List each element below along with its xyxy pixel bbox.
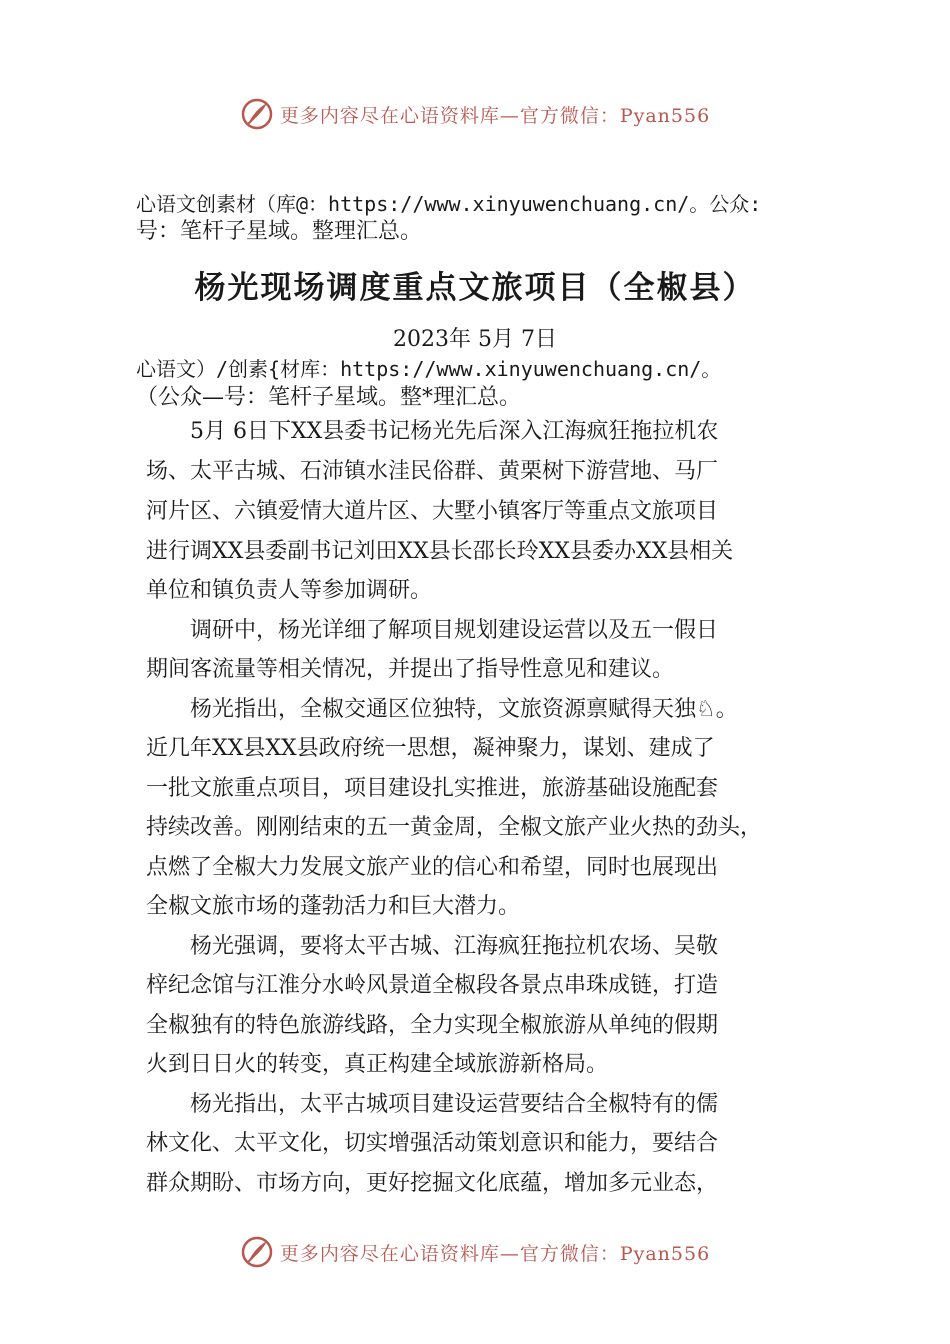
source-note-line1: 心语文）/创素{材库：https://www.xinyuwenchuang.cn/。 [136,357,722,381]
body-line: 林文化、太平文化，切实增强活动策划意识和能力，要结合 [146,1131,719,1156]
source-note-line2: （公众—号：笔杆子星域。整*理汇总。 [136,385,522,410]
body-line: 调研中，杨光详细了解项目规划建设运营以及五一假日 [146,618,719,643]
body-line: 全椒文旅市场的蓬勃活力和巨大潜力。 [146,894,521,919]
body-line: 近几年XX县XX县政府统一思想，凝神聚力，谋划、建成了 [146,736,715,761]
quill-seal-icon [240,97,274,131]
body-line: 梓纪念馆与江淮分水岭风景道全椒段各景点串珠成链，打造 [146,973,719,998]
body-line: 杨光强调，要将太平古城、江海疯狂拖拉机农场、吴敬 [146,934,719,959]
header-note-line2: 号：笔杆子星域。整理汇总。 [136,219,423,244]
bottom-banner [0,1232,950,1272]
body-line: 杨光指出，全椒交通区位独特，文旅资源禀赋得天独♘。 [146,697,738,722]
banner-text: 更多内容尽在心语资料库—官方微信：Pyan556 [279,1242,711,1265]
body-line: 全椒独有的特色旅游线路，全力实现全椒旅游从单纯的假期 [146,1013,719,1038]
body-line: 杨光指出，太平古城项目建设运营要结合全椒特有的儒 [146,1092,719,1117]
document-title: 杨光现场调度重点文旅项目（全椒县） [194,270,756,306]
body-line: 一批文旅重点项目，项目建设扎实推进，旅游基础设施配套 [146,776,719,801]
top-banner [0,94,950,134]
body-line: 5月 6日下XX县委书记杨光先后深入江海疯狂拖拉机农 [146,419,719,444]
body-line: 河片区、六镇爱情大道片区、大墅小镇客厅等重点文旅项目 [146,499,719,524]
header-note-line1: 心语文创素材（库@：https://www.xinyuwenchuang.cn/。公众: [136,192,762,216]
document-date: 2023年 5月 7日 [393,327,557,352]
body-line: 群众期盼、市场方向，更好挖掘文化底蕴，增加多元业态， [146,1171,719,1196]
banner-text: 更多内容尽在心语资料库—官方微信：Pyan556 [279,104,711,127]
body-line: 单位和镇负责人等参加调研。 [146,578,433,603]
body-line: 点燃了全椒大力发展文旅产业的信心和希望，同时也展现出 [146,855,719,880]
quill-seal-icon [240,1235,274,1269]
body-line: 场、太平古城、石沛镇水洼民俗群、黄栗树下游营地、马厂 [146,459,719,484]
body-line: 持续改善。刚刚结束的五一黄金周，全椒文旅产业火热的劲头， [146,815,763,840]
body-line: 期间客流量等相关情况，并提出了指导性意见和建议。 [146,657,675,682]
body-line: 火到日日火的转变，真正构建全域旅游新格局。 [146,1052,609,1077]
body-line: 进行调XX县委副书记刘田XX县长邵长玲XX县委办XX县相关 [146,539,734,564]
